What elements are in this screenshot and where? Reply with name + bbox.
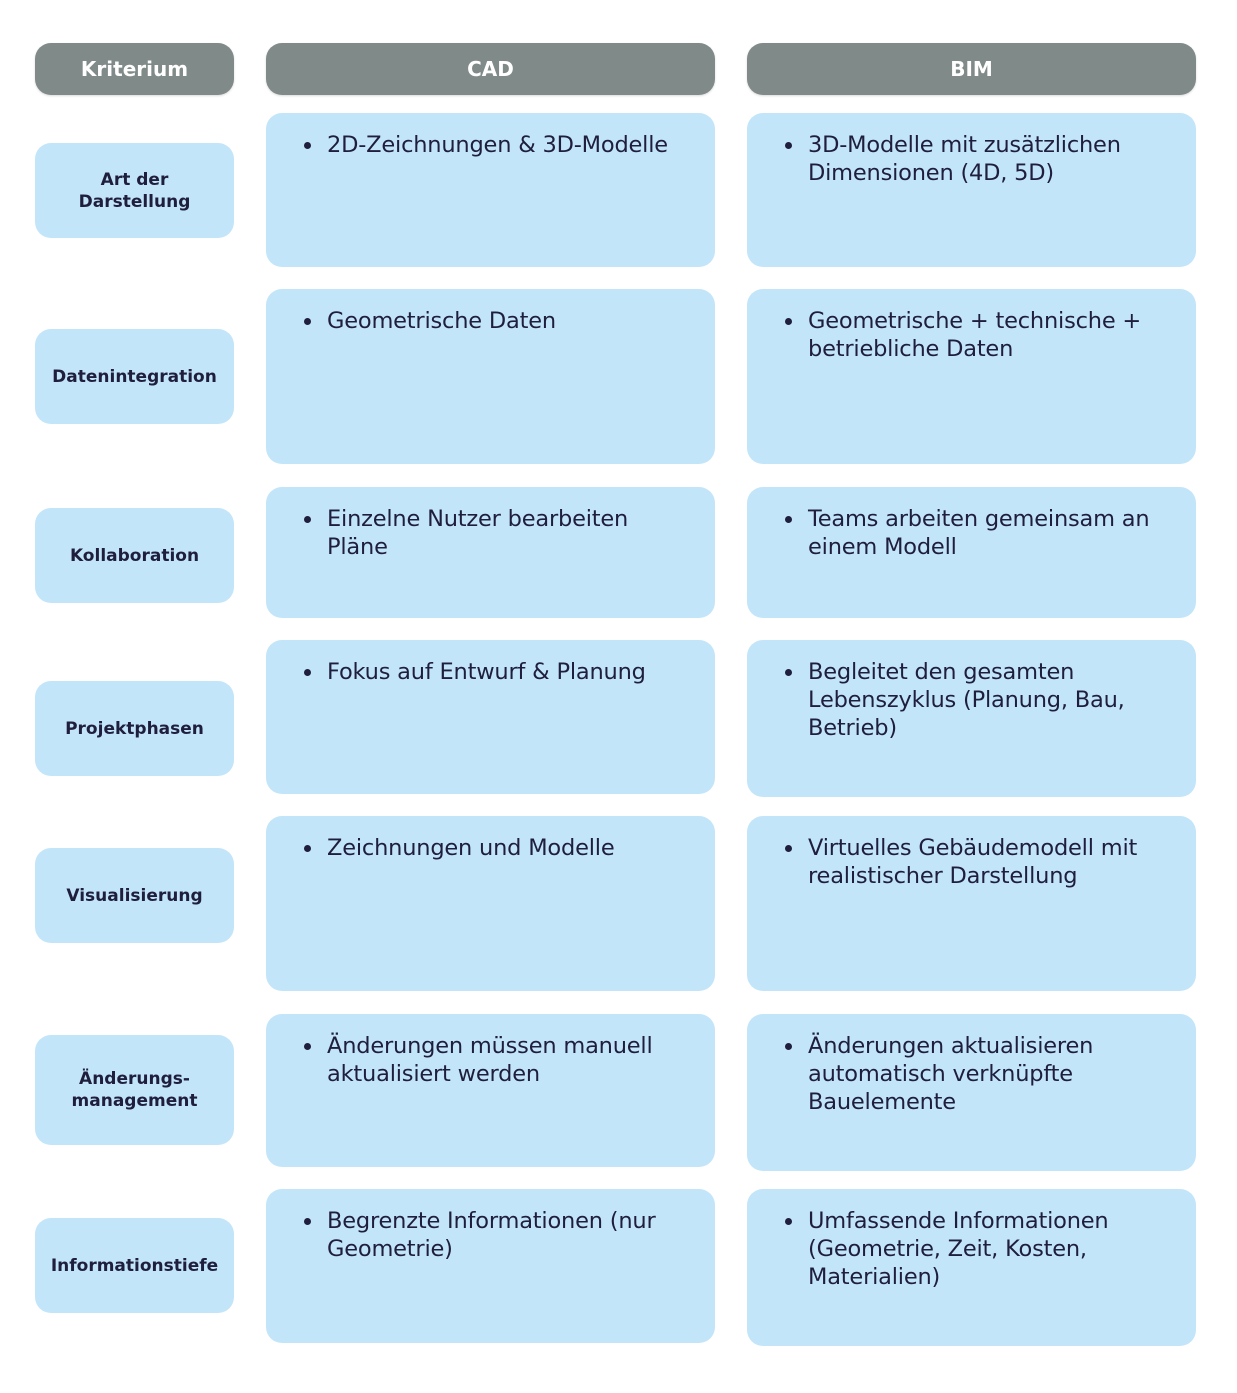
bim-cell-datenintegration bbox=[747, 289, 1196, 464]
bim-bullet: Virtuelles Gebäudemodell mit realistischer Darstellung bbox=[785, 834, 1172, 890]
bim-bullet: Umfassende Informationen (Geometrie, Zeit, Kosten, Materialien) bbox=[785, 1207, 1172, 1291]
cad-cell-projektphasen bbox=[266, 640, 715, 794]
header-criterion: Kriterium bbox=[35, 43, 234, 95]
header-bim: BIM bbox=[747, 43, 1196, 95]
criterion-kollaboration: Kollaboration bbox=[35, 508, 234, 603]
bim-cell-aenderungsmanagement bbox=[747, 1014, 1196, 1171]
bim-cell-visualisierung bbox=[747, 816, 1196, 991]
cad-bullet: Einzelne Nutzer bearbeiten Pläne bbox=[304, 505, 691, 561]
header-cad: CAD bbox=[266, 43, 715, 95]
bim-cell-projektphasen bbox=[747, 640, 1196, 797]
cad-bullet: Geometrische Daten bbox=[304, 307, 691, 335]
cad-cell-aenderungsmanagement bbox=[266, 1014, 715, 1167]
criterion-datenintegration: Datenintegration bbox=[35, 329, 234, 424]
cad-cell-visualisierung bbox=[266, 816, 715, 991]
bim-bullet: Teams arbeiten gemeinsam an einem Modell bbox=[785, 505, 1172, 561]
criterion-art-der-darstellung: Art der Darstellung bbox=[35, 143, 234, 238]
cad-bullet: Begrenzte Informationen (nur Geometrie) bbox=[304, 1207, 691, 1263]
cad-cell-datenintegration bbox=[266, 289, 715, 464]
cad-bullet: 2D-Zeichnungen & 3D-Modelle bbox=[304, 131, 691, 159]
cad-bullet: Änderungen müssen manuell aktualisiert werden bbox=[304, 1032, 691, 1088]
bim-bullet: Begleitet den gesamten Lebenszyklus (Planung, Bau, Betrieb) bbox=[785, 658, 1172, 742]
bim-cell-informationstiefe bbox=[747, 1189, 1196, 1346]
bim-cell-art-der-darstellung bbox=[747, 113, 1196, 267]
criterion-projektphasen: Projektphasen bbox=[35, 681, 234, 776]
cad-bullet: Fokus auf Entwurf & Planung bbox=[304, 658, 691, 686]
cad-cell-kollaboration bbox=[266, 487, 715, 618]
bim-cell-kollaboration bbox=[747, 487, 1196, 618]
cad-cell-art-der-darstellung bbox=[266, 113, 715, 267]
cad-cell-informationstiefe bbox=[266, 1189, 715, 1343]
bim-bullet: Änderungen aktualisieren automatisch verknüpfte Bauelemente bbox=[785, 1032, 1172, 1116]
bim-bullet: Geometrische + technische + betriebliche Daten bbox=[785, 307, 1172, 363]
criterion-aenderungsmanagement: Änderungs- management bbox=[35, 1035, 234, 1145]
cad-bullet: Zeichnungen und Modelle bbox=[304, 834, 691, 862]
criterion-visualisierung: Visualisierung bbox=[35, 848, 234, 943]
bim-bullet: 3D-Modelle mit zusätzlichen Dimensionen (4D, 5D) bbox=[785, 131, 1172, 187]
criterion-informationstiefe: Informationstiefe bbox=[35, 1218, 234, 1313]
